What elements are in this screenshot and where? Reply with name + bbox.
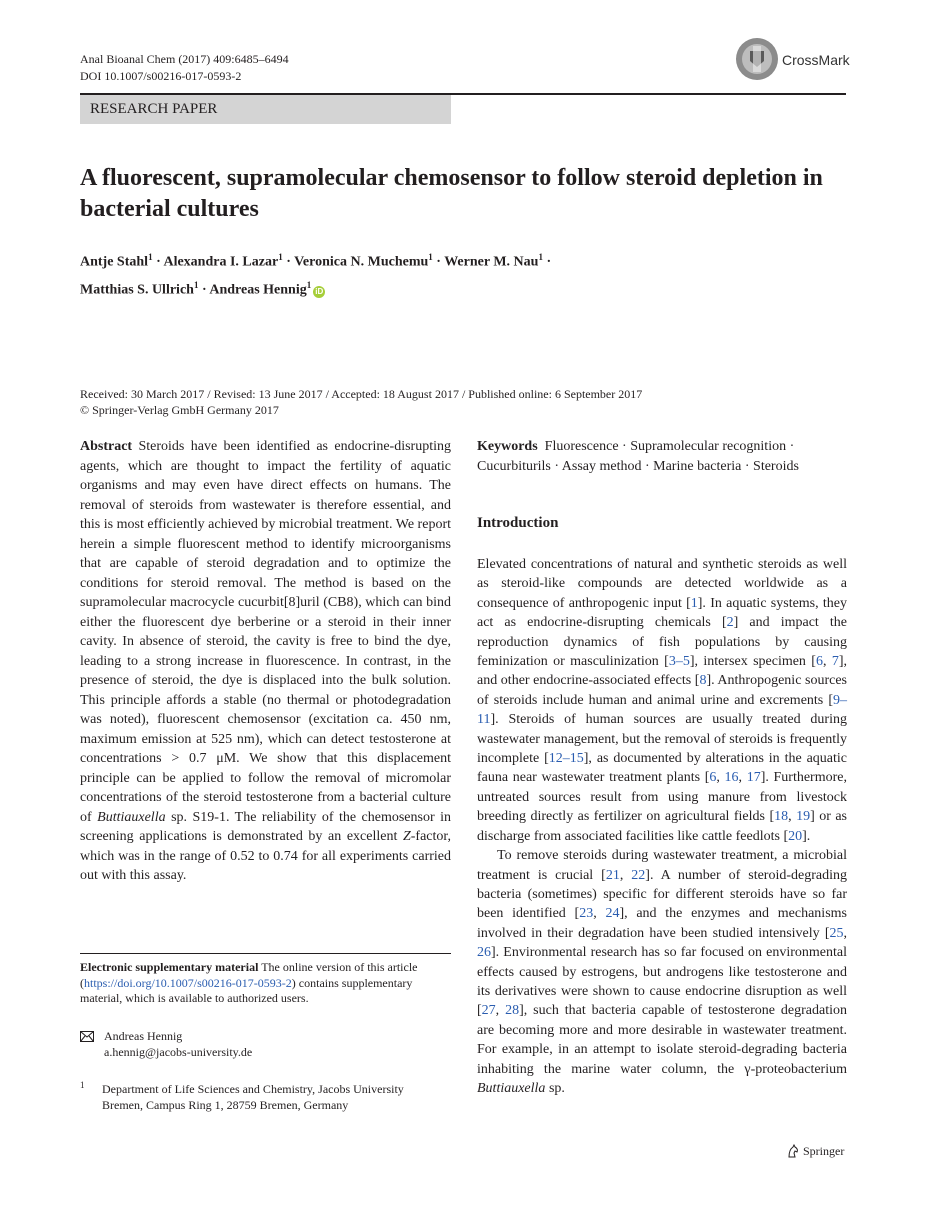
esm-link[interactable]: https://doi.org/10.1007/s00216-017-0593-2 <box>84 975 292 990</box>
article-title: A fluorescent, supramolecular chemosensor to follow steroid depletion in bacterial cultures <box>80 165 823 222</box>
affiliation-number: 1 <box>80 1080 85 1090</box>
envelope-icon <box>80 1030 94 1046</box>
affiliation-line-1: Department of Life Sciences and Chemistry, Jacobs University <box>102 1082 404 1096</box>
publisher-name: Springer <box>803 1144 845 1158</box>
citation-link[interactable]: 8 <box>699 673 707 689</box>
author-name[interactable]: Alexandra I. Lazar <box>163 254 279 270</box>
italic-term: Buttiauxella <box>477 1080 546 1096</box>
citation-link[interactable]: 20 <box>788 828 803 844</box>
author-name[interactable]: Andreas Hennig <box>209 282 307 298</box>
contact-name: Andreas Hennig <box>104 1029 183 1043</box>
citation-link[interactable]: 21 <box>605 867 620 883</box>
author-name[interactable]: Antje Stahl <box>80 254 149 270</box>
citation-link[interactable]: 1 <box>690 595 698 611</box>
footnote-rule <box>80 953 451 954</box>
citation-link[interactable]: 27 <box>481 1003 496 1019</box>
citation-link[interactable]: 6 <box>815 654 823 670</box>
citation-link[interactable]: 6 <box>709 770 717 786</box>
crossmark-label: CrossMark <box>782 52 850 68</box>
esm-text-2: ) contains supplementary material, which is available to authorized users. <box>80 975 413 1005</box>
doi-line: DOI 10.1007/s00216-017-0593-2 <box>80 69 242 83</box>
citation-link[interactable]: 22 <box>631 867 646 883</box>
author-affiliation-marker: 1 <box>193 279 199 290</box>
abstract-label: Abstract <box>80 439 133 454</box>
crossmark-badge[interactable] <box>736 38 856 84</box>
abstract-text: Steroids have been identified as endocrine-disrupting agents, which are thought to impact the fertility of aquatic organisms and may even have direct effects on humans. The removal of steroids from wastewater is therefore essential, and this is most efficiently achieved by microbial treatment. We report herein a simple fluorescent method to identify microorganisms that are capable of steroid degradation and to optimize the conditions for steroid removal. The method is based on the supramolecular macrocycle cucurbit[8]uril (CB8), which can bind either the fluorescent dye berberine or a steroid in their inner cavity. In absence of steroid, the cavity is free to bind the dye, leading to a strong increase in fluorescence. In contrast, in the presence of steroid, the dye is displaced into the bulk solution. This principle affords a stable (no thermal or photodegradation was noted), fluorescent chemosensor (excitation ca. 450 nm, maximum emission at 525 nm), which can detect testosterone at concentrations > 0.7 μM. We show that this displacement principle can be applied to follow the removal of micromolar concentrations of the steroid testosterone from a bacterial culture of <box>80 439 451 825</box>
introduction-body <box>477 555 847 1098</box>
citation-link[interactable]: 7 <box>831 654 839 670</box>
author-affiliation-marker: 1 <box>278 252 283 262</box>
keywords-paragraph <box>477 437 847 476</box>
article-history <box>80 386 850 418</box>
copyright: © Springer-Verlag GmbH Germany 2017 <box>80 403 279 417</box>
journal-citation <box>80 51 289 85</box>
author-name[interactable]: Werner M. Nau <box>444 254 539 270</box>
affiliation-line-2: Bremen, Campus Ring 1, 28759 Bremen, Germany <box>102 1098 349 1112</box>
citation-link[interactable]: 9–11 <box>477 692 847 728</box>
author-affiliation-marker: 1 <box>538 252 543 262</box>
affiliation-text <box>102 1081 452 1113</box>
author-list <box>80 246 840 301</box>
author-name[interactable]: Matthias S. Ullrich <box>80 282 194 298</box>
esm-text-1: The online version of this article ( <box>80 960 418 990</box>
keywords-text: Fluorescence · Supramolecular recognition · Cucurbiturils · Assay method · Marine bacteria · Steroids <box>477 439 799 474</box>
citation-link[interactable]: 12–15 <box>548 751 584 767</box>
publisher-logo <box>786 1144 844 1159</box>
contact-email[interactable]: a.hennig@jacobs-university.de <box>104 1045 253 1059</box>
springer-horse-icon <box>786 1144 803 1158</box>
author-line-2: Matthias S. Ullrich$^1$ · Andreas Hennig$^1$iD <box>80 279 324 298</box>
author-name[interactable]: Veronica N. Muchemu <box>294 254 429 270</box>
orcid-icon[interactable]: iD <box>315 287 324 297</box>
crossmark-icon <box>736 38 778 80</box>
citation-link[interactable]: 19 <box>796 809 811 825</box>
citation-link[interactable]: 26 <box>477 945 491 961</box>
abstract-paragraph <box>80 437 451 886</box>
received-dates: Received: 30 March 2017 / Revised: 13 June 2017 / Accepted: 18 August 2017 / Published online: 6 September 2017 <box>80 387 643 401</box>
author-affiliation-marker: 1 <box>306 279 312 290</box>
citation-link[interactable]: 18 <box>774 809 789 825</box>
citation-link[interactable]: 2 <box>726 615 734 631</box>
keywords-label: Keywords <box>477 439 538 454</box>
introduction-paragraph-2: To remove steroids during wastewater treatment, a microbial treatment is crucial [21, 22]. A number of steroid-degrading bacteria (sometimes) specific for different steroids have so far been identified [23, 24], and the enzymes and mechanisms involved in their degradation have been studied intensively [25, 26]. Environmental research has so far focused on environmental effects caused by estrogens, but androgens like testosterone and its derivatives were shown to cause endocrine disruption as well [27, 28], such that bacteria capable of testosterone degradation are becoming more and more desirable in wastewater treatment. For example, in an attempt to isolate steroid-degrading bacteria inhabiting the marine water column, the γ-proteobacterium Buttiauxella sp. <box>477 848 848 1096</box>
esm-note <box>80 960 451 1007</box>
citation-link[interactable]: 24 <box>605 906 620 922</box>
citation-link[interactable]: 23 <box>579 906 594 922</box>
abstract-column <box>80 437 451 886</box>
abstract-species: Buttiauxella <box>97 809 166 825</box>
contact-details <box>104 1028 252 1060</box>
esm-label: Electronic supplementary material <box>80 960 259 974</box>
citation-link[interactable]: 28 <box>505 1003 520 1019</box>
section-banner: RESEARCH PAPER <box>80 95 451 124</box>
introduction-paragraph-1: Elevated concentrations of natural and synthetic steroids as well as steroid-like compounds are detected worldwide as a consequence of anthropogenic input [1]. In aquatic systems, they act as endocrine-disrupting chemicals [2] and impact the reproduction dynamics of fish populations by causing feminization or masculinization [3–5], intersex specimen [6, 7], and other endocrine-associated effects [8]. Anthropogenic sources of steroids include human and animal urine and excrements [9–11]. Steroids of human sources are usually treated during wastewater management, but the removal of steroids is frequently incomplete [12–15], as documented by alterations in the aquatic fauna near wastewater treatment plants [6, 16, 17]. Furthermore, untreated sources result from using manure from livestock breeding directly as fertilizer on agricultural fields [18, 19] or as discharge from associated facilities like cattle feedlots [20]. <box>477 557 848 844</box>
author-affiliation-marker: 1 <box>428 252 433 262</box>
citation-link[interactable]: 25 <box>829 925 844 941</box>
abstract-text-2: sp. S19-1. The reliability of the chemosensor in screening applications is demonstrated by an excellent <box>80 809 452 844</box>
abstract-z: Z <box>402 829 411 844</box>
abstract-text-3: -factor, which was in the range of 0.52 to 0.74 for all experiments carried out with this assay. <box>80 829 451 883</box>
author-affiliation-marker: 1 <box>148 252 153 262</box>
journal-line: Anal Bioanal Chem (2017) 409:6485–6494 <box>80 52 289 66</box>
citation-link[interactable]: 3–5 <box>668 654 690 670</box>
introduction-heading: Introduction <box>477 515 559 531</box>
author-line-1: Antje Stahl$^1$ · Alexandra I. Lazar$^1$ · Veronica N. Muchemu$^1$ · Werner M. Nau$^1$ · <box>80 252 552 270</box>
citation-link[interactable]: 16 <box>724 770 739 786</box>
citation-link[interactable]: 17 <box>746 770 761 786</box>
keywords-block <box>477 437 847 476</box>
